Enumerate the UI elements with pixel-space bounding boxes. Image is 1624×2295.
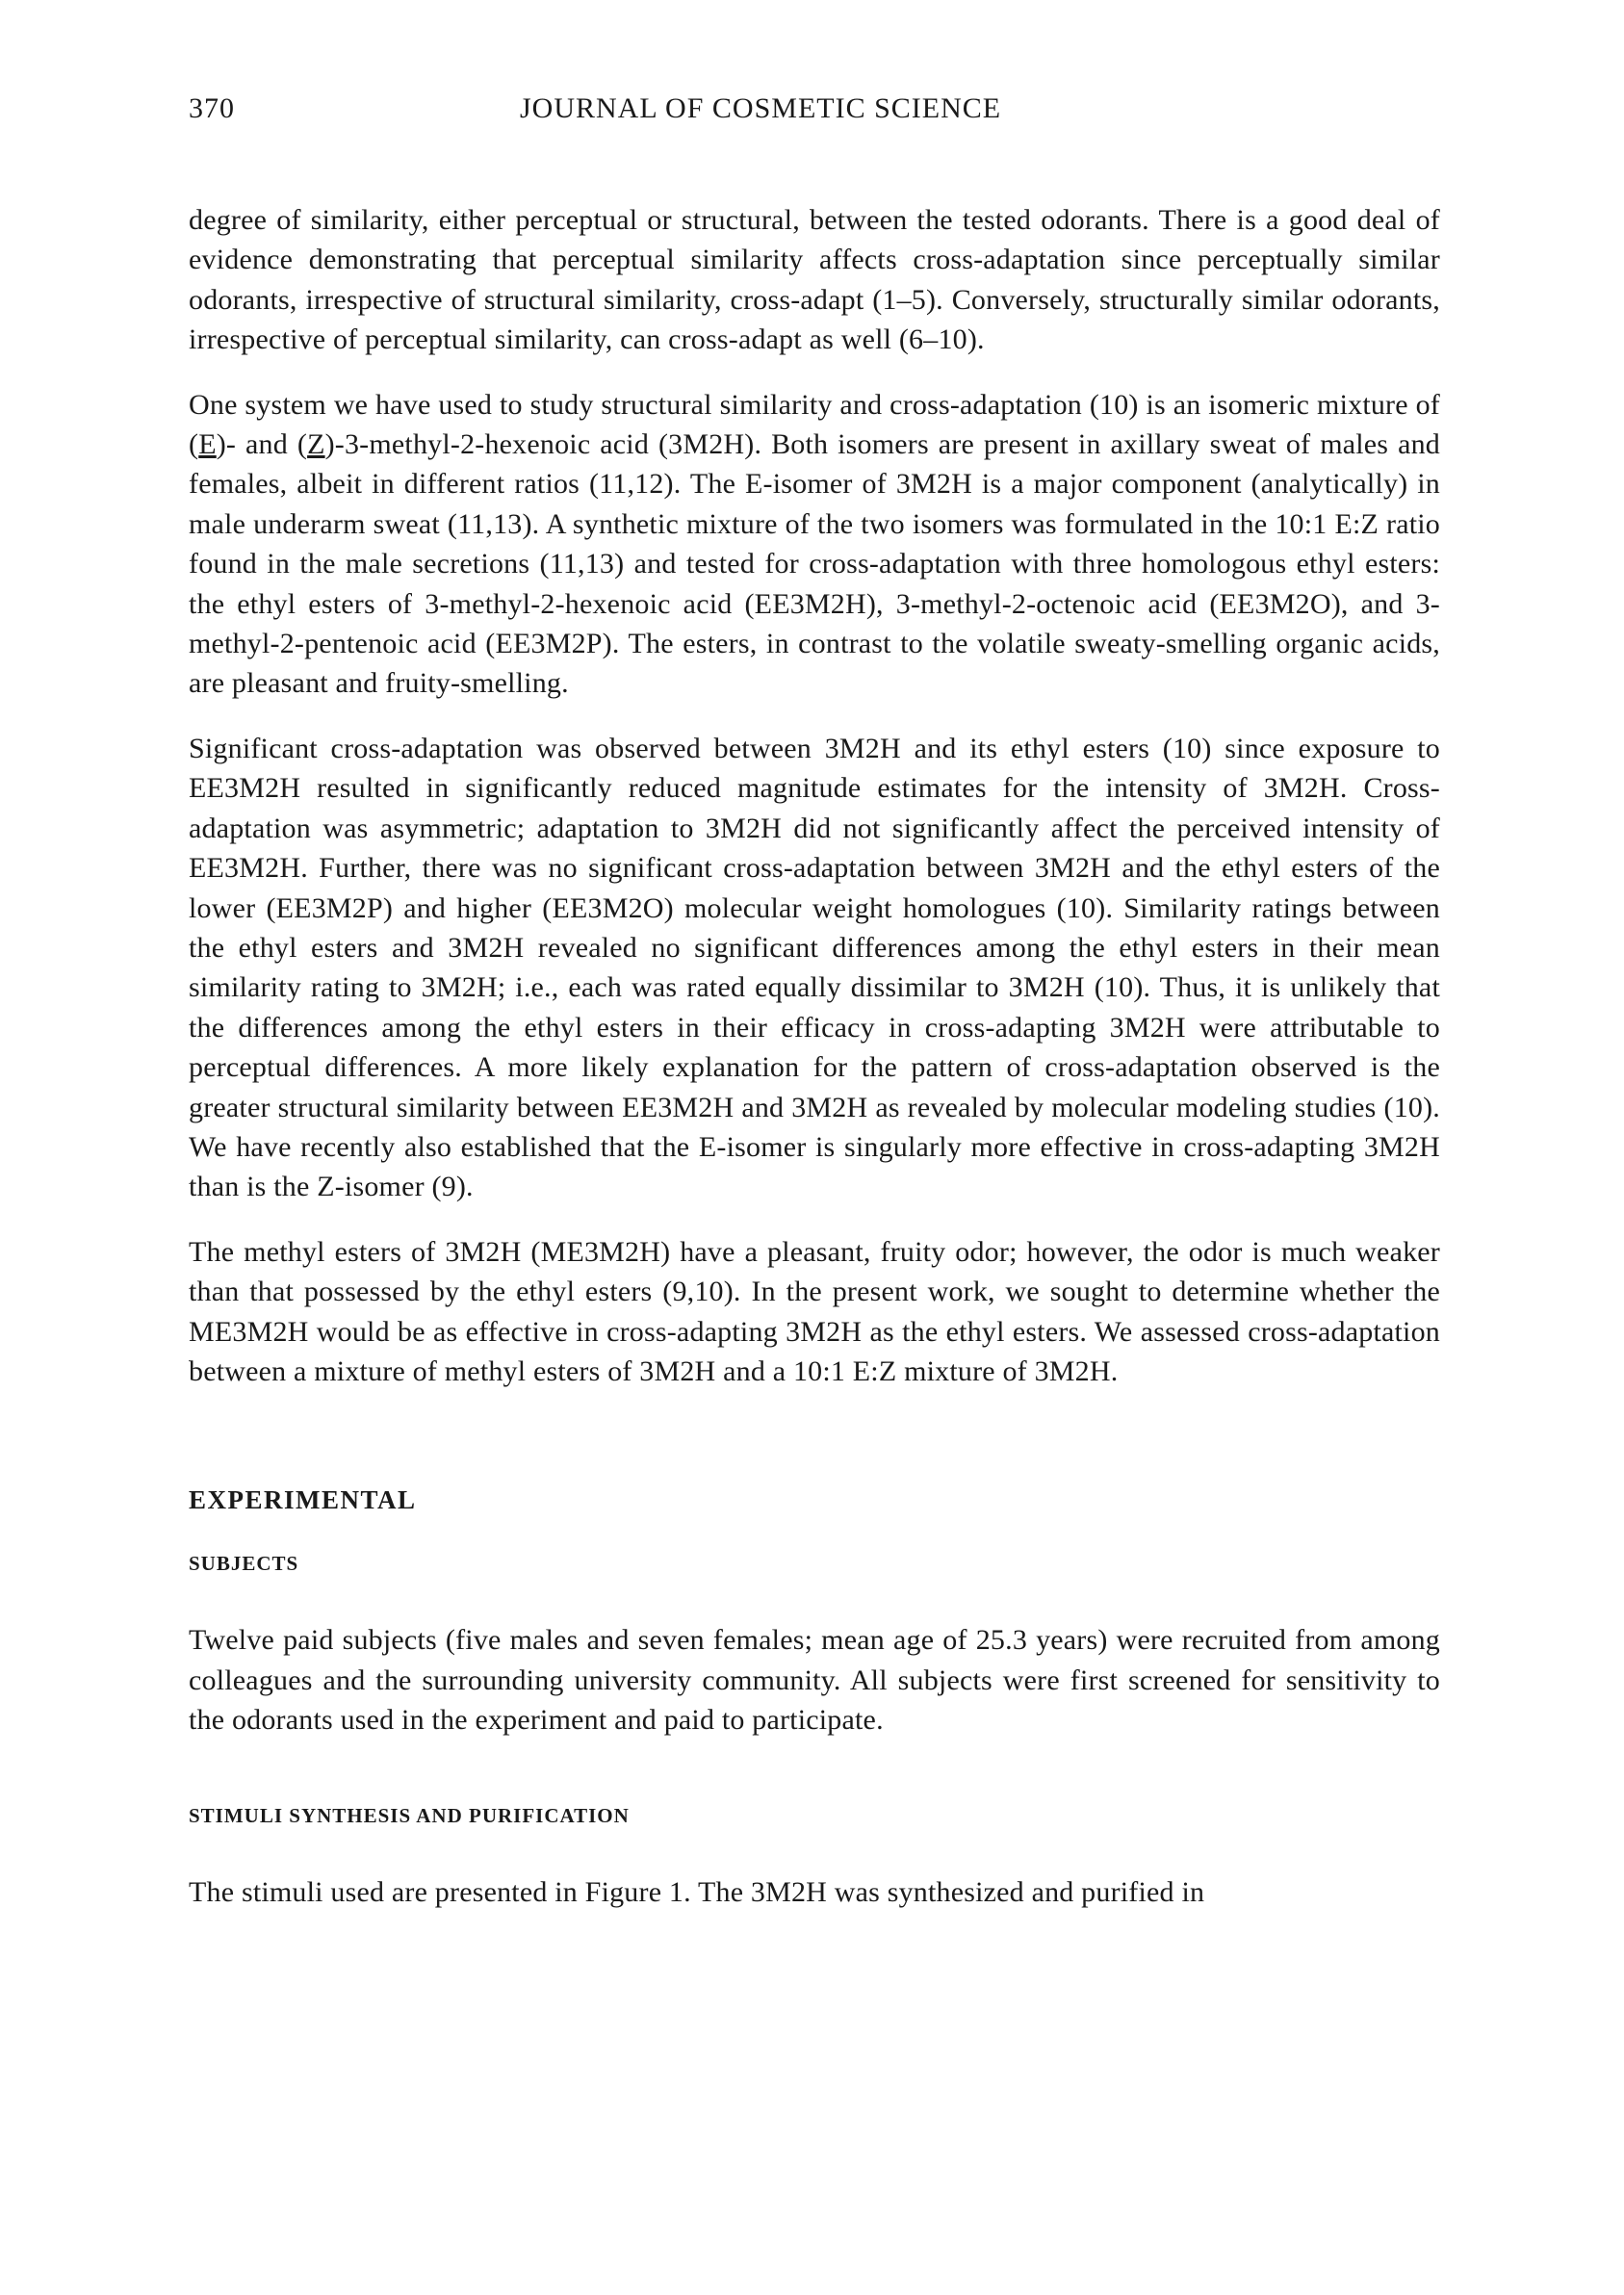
- isomer-z-label: Z: [307, 428, 325, 461]
- paragraph-subjects: Twelve paid subjects (five males and seven females; mean age of 25.3 years) were recruited from among colleagues and the surrounding university community. All subjects were first screened for sensitivity to the odorants used in the experiment and paid to participate.: [189, 1624, 1440, 1737]
- subsection-heading-stimuli: STIMULI SYNTHESIS AND PURIFICATION: [189, 1803, 630, 1827]
- section-heading-experimental: EXPERIMENTAL: [189, 1485, 417, 1515]
- paragraph-4: The methyl esters of 3M2H (ME3M2H) have a pleasant, fruity odor; however, the odor is much weaker than that possessed by the ethyl esters (9,10). In the present work, we sought to determine whether the ME3M2H would be as effective in cross-adapting 3M2H as the ethyl esters. We assessed cross-adaptation between a mixture of methyl esters of 3M2H and a 10:1 E:Z mixture of 3M2H.: [189, 1235, 1440, 1387]
- paragraph-stimuli: The stimuli used are presented in Figure 1. The 3M2H was synthesized and purified in: [189, 1875, 1205, 1908]
- paragraph-2-part-3: )-3-methyl-2-hexenoic acid (3M2H). Both isomers are present in axillary sweat of males and females, albeit in different ratios (11,12). The E-isomer of 3M2H is a major component (analytically) in male underarm sweat (11,13). A synthetic mixture of the two isomers was formulated in the 10:1 E:Z ratio found in the male secretions (11,13) and tested for cross-adaptation with three homologous ethyl esters: the ethyl esters of 3-methyl-2-hexenoic acid (EE3M2H), 3-methyl-2-octenoic acid (EE3M2O), and 3-methyl-2-pentenoic acid (EE3M2P). The esters, in contrast to the volatile sweaty-smelling organic acids, are pleasant and fruity-smelling.: [189, 428, 1441, 700]
- paragraph-2-part-2: )- and (: [216, 428, 308, 461]
- subsection-heading-subjects: SUBJECTS: [189, 1552, 299, 1576]
- isomer-e-label: E: [198, 428, 217, 461]
- paragraph-1: degree of similarity, either perceptual or structural, between the tested odorants. There is a good deal of evidence demonstrating that perceptual similarity affects cross-adaptation since perceptually similar odorants, irrespective of structural similarity, cross-adapt (1–5). Conversely, structurally similar odorants, irrespective of perceptual similarity, can cross-adapt as well (6–10).: [189, 204, 1440, 356]
- paragraph-2: [189, 385, 1440, 704]
- body-text: [189, 200, 1440, 1937]
- paragraph-2-part-1: One system we have used to study structural similarity and cross-adaptation (10) is an isomeric mixture of (: [189, 388, 1440, 461]
- running-head: JOURNAL OF COSMETIC SCIENCE: [520, 92, 1002, 124]
- page-number: 370: [189, 92, 235, 124]
- paragraph-3: Significant cross-adaptation was observed between 3M2H and its ethyl esters (10) since exposure to EE3M2H resulted in significantly reduced magnitude estimates for the intensity of 3M2H. Cross-adaptation was asymmetric; adaptation to 3M2H did not significantly affect the perceived intensity of EE3M2H. Further, there was no significant cross-adaptation between 3M2H and the ethyl esters of the lower (EE3M2P) and higher (EE3M2O) molecular weight homologues (10). Similarity ratings between the ethyl esters and 3M2H revealed no significant differences among the ethyl esters in their mean similarity rating to 3M2H; i.e., each was rated equally dissimilar to 3M2H (10). Thus, it is unlikely that the differences among the ethyl esters in their efficacy in cross-adapting 3M2H were attributable to perceptual differences. A more likely explanation for the pattern of cross-adaptation observed is the greater structural similarity between EE3M2H and 3M2H as revealed by molecular modeling studies (10). We have recently also established that the E-isomer is singularly more effective in cross-adapting 3M2H than is the Z-isomer (9).: [189, 732, 1440, 1203]
